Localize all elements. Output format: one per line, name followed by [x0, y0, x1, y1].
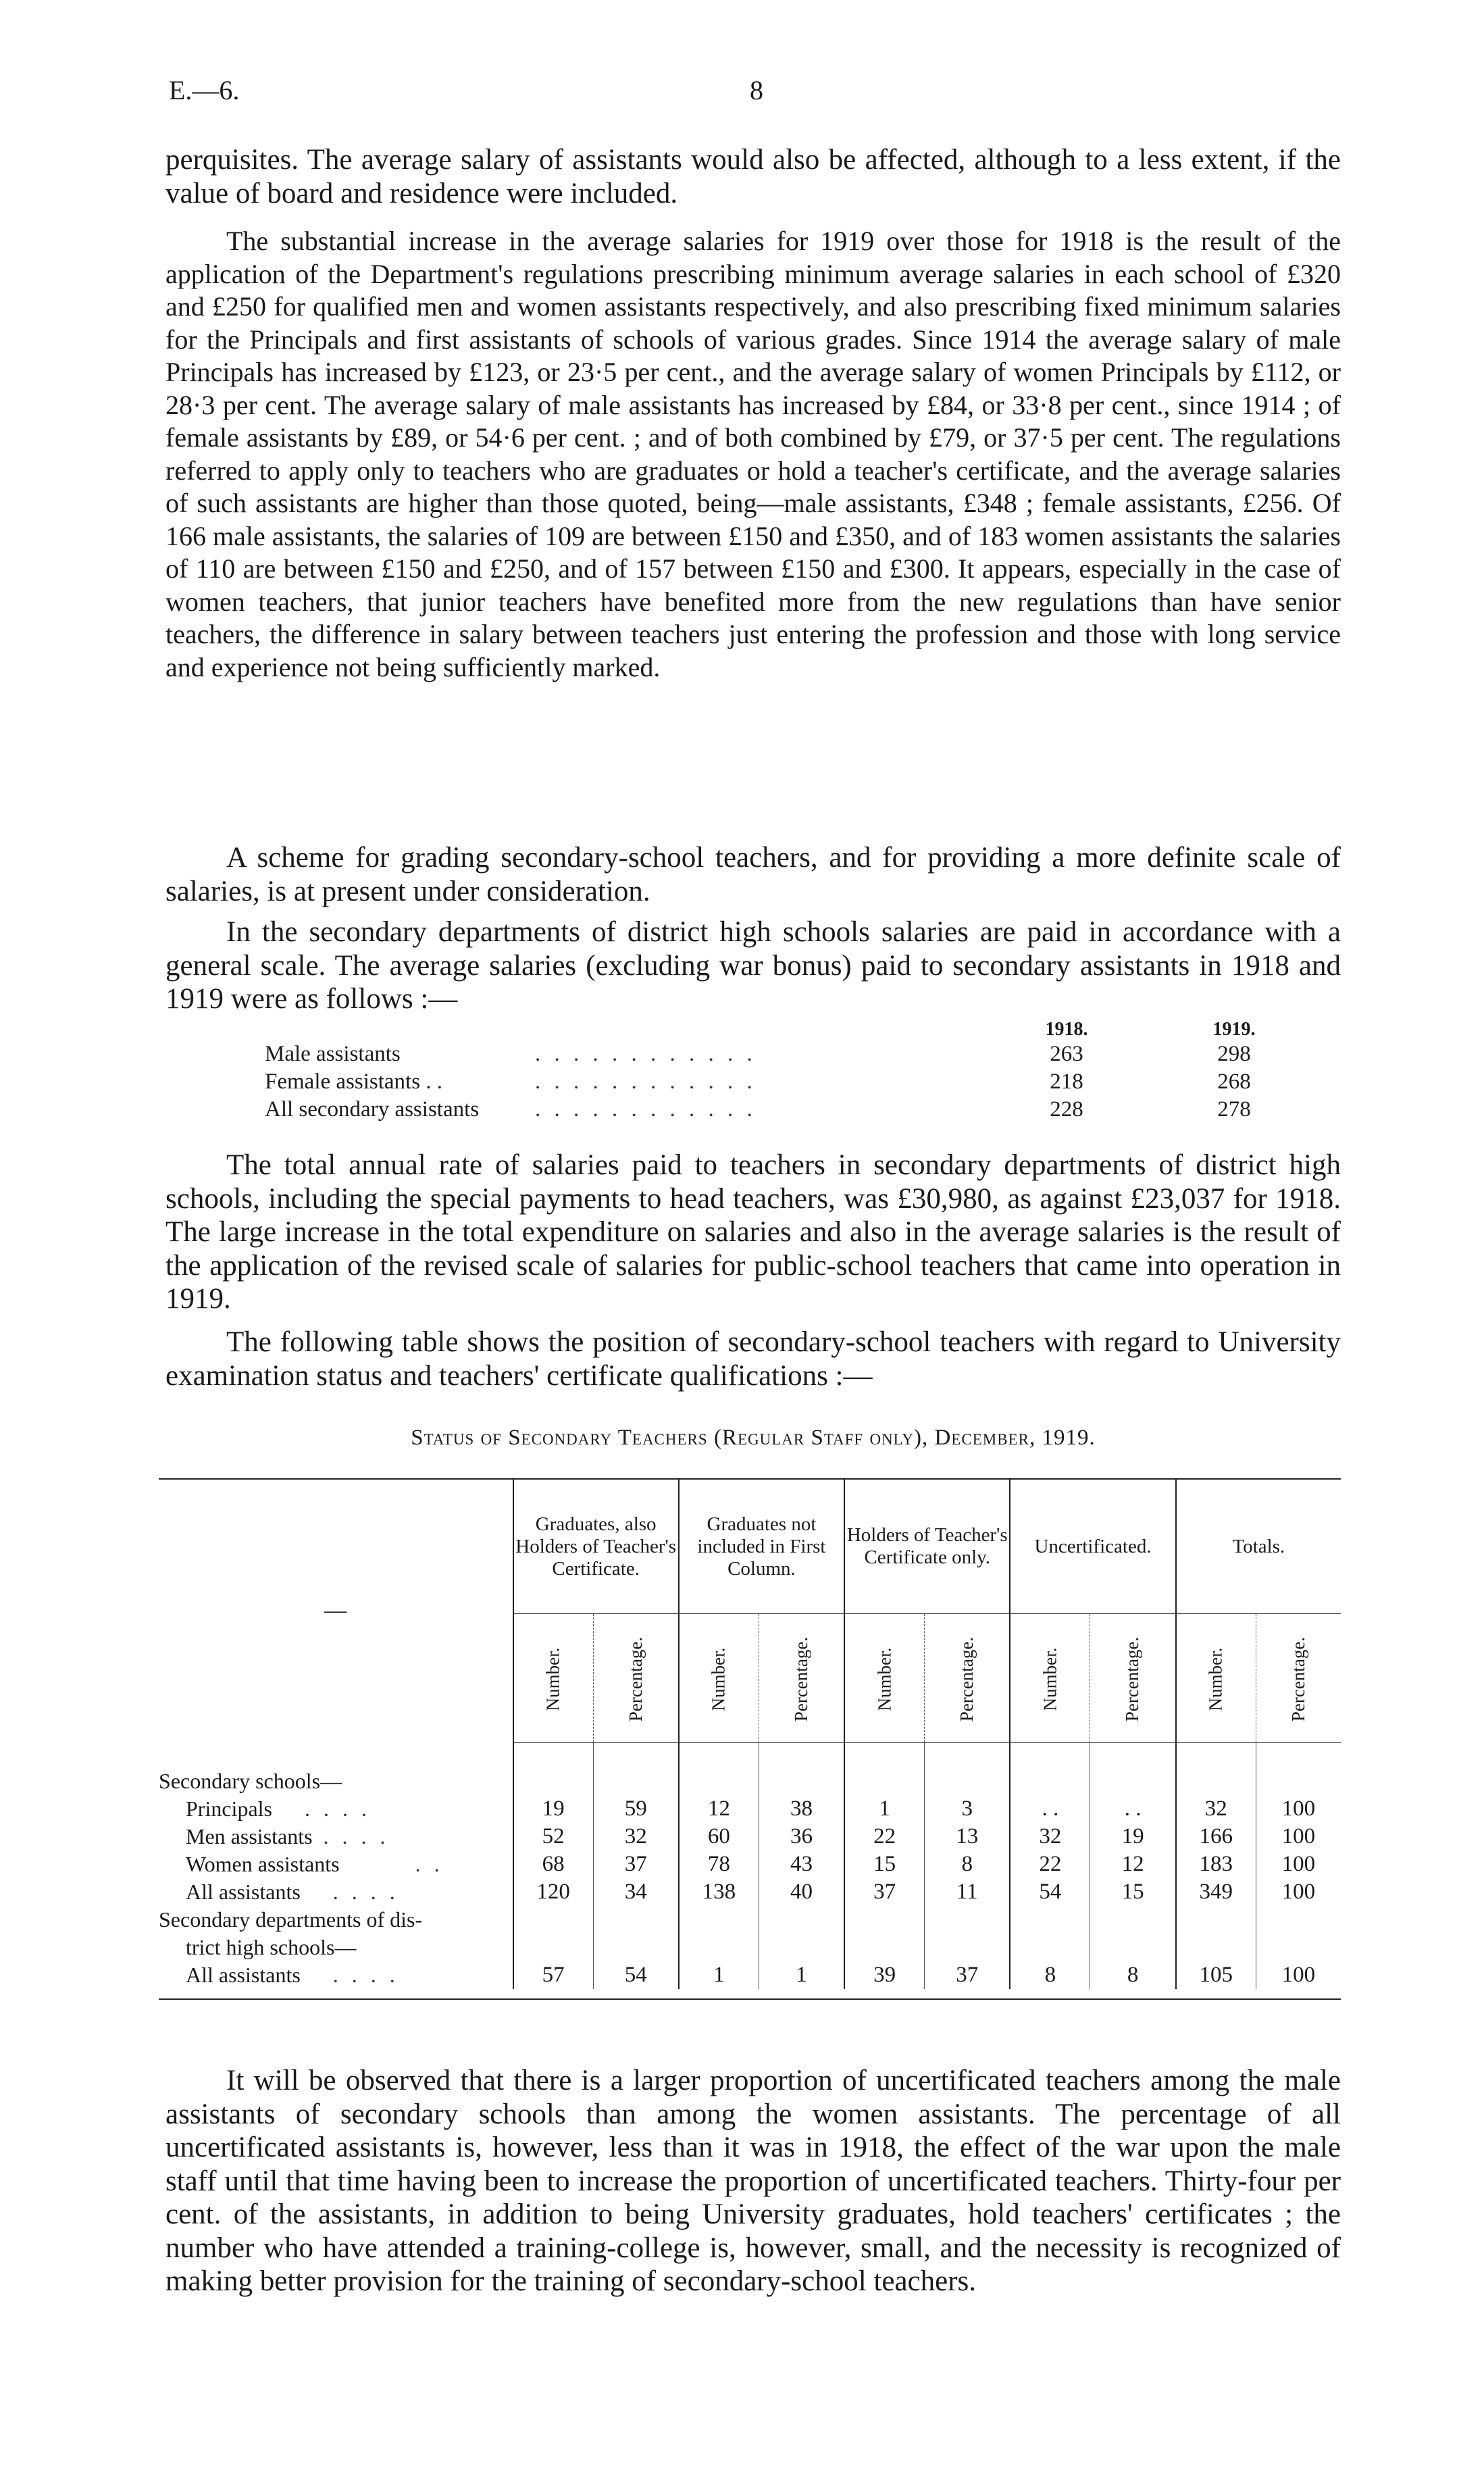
- cell: 120: [513, 1878, 594, 1906]
- year-1918-heading: 1918.: [1045, 1019, 1088, 1040]
- page-header: [169, 74, 1329, 115]
- cell: 34: [593, 1878, 679, 1906]
- cell: 1: [759, 1961, 844, 1989]
- section-label: Secondary schools—: [159, 1769, 342, 1793]
- cell: 57: [513, 1961, 594, 1989]
- cell: 60: [679, 1823, 759, 1851]
- cell: 100: [1256, 1851, 1341, 1878]
- paragraph-table-intro: The following table shows the position of secondary-school teachers with regard to University examination status and teachers' certificate qualifications :—: [165, 1326, 1341, 1392]
- cell: 22: [1010, 1851, 1090, 1878]
- cell: 37: [925, 1961, 1010, 1989]
- row-label-women-assistants: Women assistants . .: [186, 1852, 444, 1876]
- cell: 1: [679, 1961, 759, 1989]
- teacher-status-table: [159, 1478, 1341, 2000]
- average-salaries-header: [265, 1019, 1271, 1042]
- table-row: [159, 1961, 1341, 1989]
- row-label: All secondary assistants: [265, 1097, 480, 1122]
- section-row-secondary-schools: [159, 1767, 1341, 1795]
- page-number: 8: [750, 75, 763, 105]
- table-row: [159, 1851, 1341, 1878]
- value-1919: 268: [1217, 1070, 1251, 1094]
- row-label-all-assistants-district: All assistants . . . .: [186, 1963, 399, 1987]
- row-label-principals: Principals . . . .: [186, 1796, 371, 1821]
- cell: 22: [844, 1823, 925, 1851]
- table-row: [159, 1878, 1341, 1906]
- cell: 8: [1010, 1961, 1090, 1989]
- percentage-column-header: Percentage.: [625, 1636, 646, 1721]
- cell: 11: [925, 1878, 1010, 1906]
- section-label: trict high schools—: [186, 1935, 357, 1959]
- paragraph-perquisites: perquisites. The average salary of assistants would also be affected, although to a less extent, if the value of board and residence were included.: [165, 144, 1341, 209]
- percentage-column-header: Percentage.: [956, 1636, 977, 1721]
- row-label: Male assistants: [265, 1042, 401, 1066]
- cell: 100: [1256, 1878, 1341, 1906]
- cell: 54: [593, 1961, 679, 1989]
- cell: . .: [1090, 1795, 1176, 1823]
- cell: 3: [925, 1795, 1010, 1823]
- group-certificate-only: Holders of Teacher's Certificate only.: [844, 1480, 1010, 1614]
- cell: 349: [1176, 1878, 1256, 1906]
- cell: 166: [1176, 1823, 1256, 1851]
- cell: 183: [1176, 1851, 1256, 1878]
- group-totals: Totals.: [1176, 1480, 1341, 1614]
- cell: 12: [1090, 1851, 1176, 1878]
- section-row-continued: [159, 1934, 1341, 1961]
- cell: 8: [1090, 1961, 1176, 1989]
- cell: 1: [844, 1795, 925, 1823]
- paragraph-salary-increase: The substantial increase in the average salaries for 1919 over those for 1918 is the result of the application of the Department's regulations prescribing minimum average salaries in each school of £320 and £250 for qualified men and women assistants respectively, and also prescribing fixed minimum salaries for the Principals and first assistants of schools of various grades. Since 1914 the average salary of male Principals has increased by £123, or 23·5 per cent., and the average salary of women Principals by £112, or 28·3 per cent. The average salary of male assistants has increased by £84, or 33·8 per cent., since 1914 ; of female assistants by £89, or 54·6 per cent. ; and of both combined by £79, or 37·5 per cent. The regulations referred to apply only to teachers who are graduates or hold a teacher's certificate, and the average salaries of such assistants are higher than those quoted, being—male assistants, £348 ; female assistants, £256. Of 166 male assistants, the salaries of 109 are between £150 and £350, and of 183 women assistants the salaries of 110 are between £150 and £250, and of 157 between £150 and £300. It appears, especially in the case of women teachers, that junior teachers have benefited more from the new regulations than have senior teachers, the difference in salary between teachers just entering the profession and those with long service and experience not being sufficiently marked.: [165, 226, 1341, 682]
- cell: 138: [679, 1878, 759, 1906]
- value-1918: 218: [1050, 1070, 1083, 1094]
- paragraph-total-salaries: The total annual rate of salaries paid to teachers in secondary departments of district high schools, including the special payments to head teachers, was £30,980, as against £23,037 for 1918. The large increase in the total expenditure on salaries and also in the average salaries is the result of the application of the revised scale of salaries for public-school teachers that came into operation in 1919.: [165, 1149, 1341, 1315]
- group-graduates-certificated: Graduates, also Holders of Teacher's Certificate.: [513, 1480, 679, 1614]
- cell: 100: [1256, 1795, 1341, 1823]
- leader-dots: . . . . . . . . . . . .: [535, 1097, 757, 1122]
- cell: 19: [1090, 1823, 1176, 1851]
- paragraph-observations: It will be observed that there is a larger proportion of uncertificated teachers among the male assistants of secondary schools than among the women assistants. The percentage of all uncertificated assistants is, however, less than it was in 1918, the effect of the war upon the male staff until that time having been to increase the proportion of uncertificated teachers. Thirty-four per cent. of the assistants, in addition to being University graduates, hold teachers' certificates ; the number who have attended a training-college is, however, small, and the necessity is recognized of making better provision for the training of secondary-school teachers.: [165, 2065, 1341, 2297]
- value-1918: 228: [1050, 1097, 1083, 1122]
- section-row-district-high-schools: [159, 1906, 1341, 1934]
- value-1919: 298: [1217, 1042, 1251, 1066]
- cell: 43: [759, 1851, 844, 1878]
- paragraph-grading-scheme: A scheme for grading secondary-school teachers, and for providing a more definite scale of salaries, is at present under consideration.: [165, 842, 1341, 907]
- cell: 52: [513, 1823, 594, 1851]
- cell: 39: [844, 1961, 925, 1989]
- number-column-header: Number.: [874, 1647, 895, 1711]
- percentage-column-header: Percentage.: [1122, 1636, 1143, 1721]
- status-table-title: Status of Secondary Teachers (Regular Staff only), December, 1919.: [411, 1426, 1096, 1450]
- cell: 15: [1090, 1878, 1176, 1906]
- row-label-men-assistants: Men assistants . . . .: [186, 1824, 390, 1848]
- cell: 32: [593, 1823, 679, 1851]
- number-column-header: Number.: [1040, 1647, 1060, 1711]
- group-uncertificated: Uncertificated.: [1010, 1480, 1175, 1614]
- average-salaries-row: [265, 1070, 1271, 1097]
- cell: 37: [844, 1878, 925, 1906]
- table-row: [159, 1795, 1341, 1823]
- leader-dots: . . . . . . . . . . . .: [535, 1042, 757, 1066]
- row-label-all-assistants: All assistants . . . .: [186, 1880, 399, 1904]
- number-column-header: Number.: [1205, 1647, 1226, 1711]
- cell: 8: [925, 1851, 1010, 1878]
- cell: 100: [1256, 1961, 1341, 1989]
- average-salaries-table: [265, 1019, 1271, 1125]
- cell: 15: [844, 1851, 925, 1878]
- cell: 32: [1176, 1795, 1256, 1823]
- cell: 68: [513, 1851, 594, 1878]
- number-column-header: Number.: [708, 1647, 729, 1711]
- table-row: [159, 1823, 1341, 1851]
- value-1919: 278: [1217, 1097, 1251, 1122]
- cell: 38: [759, 1795, 844, 1823]
- cell: 59: [593, 1795, 679, 1823]
- cell: 78: [679, 1851, 759, 1878]
- cell: 36: [759, 1823, 844, 1851]
- year-1919-heading: 1919.: [1212, 1019, 1256, 1040]
- value-1918: 263: [1050, 1042, 1083, 1066]
- percentage-column-header: Percentage.: [1287, 1636, 1308, 1721]
- percentage-column-header: Percentage.: [791, 1636, 811, 1721]
- cell: 12: [679, 1795, 759, 1823]
- cell: 37: [593, 1851, 679, 1878]
- average-salaries-row: [265, 1097, 1271, 1125]
- group-graduates-not-included: Graduates not included in First Column.: [679, 1480, 844, 1614]
- row-label: Female assistants . .: [265, 1070, 443, 1094]
- cell: 13: [925, 1823, 1010, 1851]
- number-column-header: Number.: [542, 1647, 563, 1711]
- document-reference: E.—6.: [169, 75, 240, 105]
- cell: 40: [759, 1878, 844, 1906]
- section-label: Secondary departments of dis-: [159, 1907, 423, 1932]
- group-header-row: [159, 1480, 1341, 1614]
- cell: 54: [1010, 1878, 1090, 1906]
- average-salaries-row: [265, 1042, 1271, 1070]
- cell: 32: [1010, 1823, 1090, 1851]
- cell: 100: [1256, 1823, 1341, 1851]
- paragraph-district-high-schools: In the secondary departments of district high schools salaries are paid in accordance with a general scale. The average salaries (excluding war bonus) paid to secondary assistants in 1918 and 1919 were as follows :—: [165, 916, 1341, 1015]
- stub-header: —: [324, 1599, 347, 1624]
- leader-dots: . . . . . . . . . . . .: [535, 1070, 757, 1094]
- cell: . .: [1010, 1795, 1090, 1823]
- cell: 105: [1176, 1961, 1256, 1989]
- cell: 19: [513, 1795, 594, 1823]
